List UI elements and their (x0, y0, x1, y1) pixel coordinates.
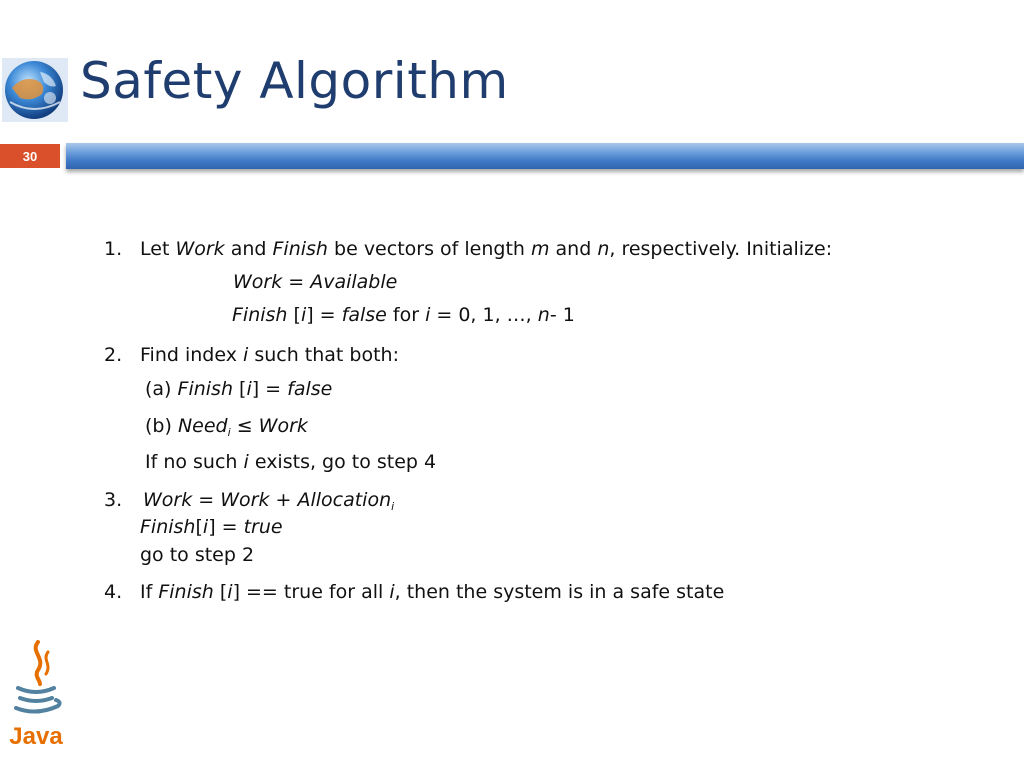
step-2-text: Find index i such that both: (140, 344, 399, 366)
step-2-number: 2. (104, 344, 123, 366)
step-1-text: Let Work and Finish be vectors of length m and n, respectively. Initialize: (140, 238, 833, 260)
svg-text:Java: Java (9, 723, 63, 750)
title-divider-bar (66, 143, 1024, 169)
step-2-fallback: If no such i exists, go to step 4 (145, 451, 437, 473)
step-1-init-finish: Finish [i] = false for i = 0, 1, …, n- 1 (232, 304, 575, 326)
step-3-line-1: Work = Work + Allocation$_i$ (143, 489, 395, 513)
page-title: Safety Algorithm (80, 52, 509, 110)
step-3-number: 3. (104, 489, 123, 511)
step-2b: (b) Need$_i$ ≤ Work (145, 415, 308, 439)
step-1-number: 1. (104, 238, 123, 260)
step-3-line-2: Finish[i] = true (140, 516, 283, 538)
step-1-init-work: Work = Available (233, 271, 398, 293)
java-logo-icon (4, 640, 68, 750)
step-2a: (a) Finish [i] = false (145, 378, 333, 400)
step-4-text: If Finish [i] == true for all i, then the system is in a safe state (140, 581, 725, 603)
globe-logo-icon (2, 58, 68, 122)
step-3-line-3: go to step 2 (140, 544, 255, 566)
slide-number-badge: 30 (0, 144, 60, 168)
step-4-number: 4. (104, 581, 123, 603)
